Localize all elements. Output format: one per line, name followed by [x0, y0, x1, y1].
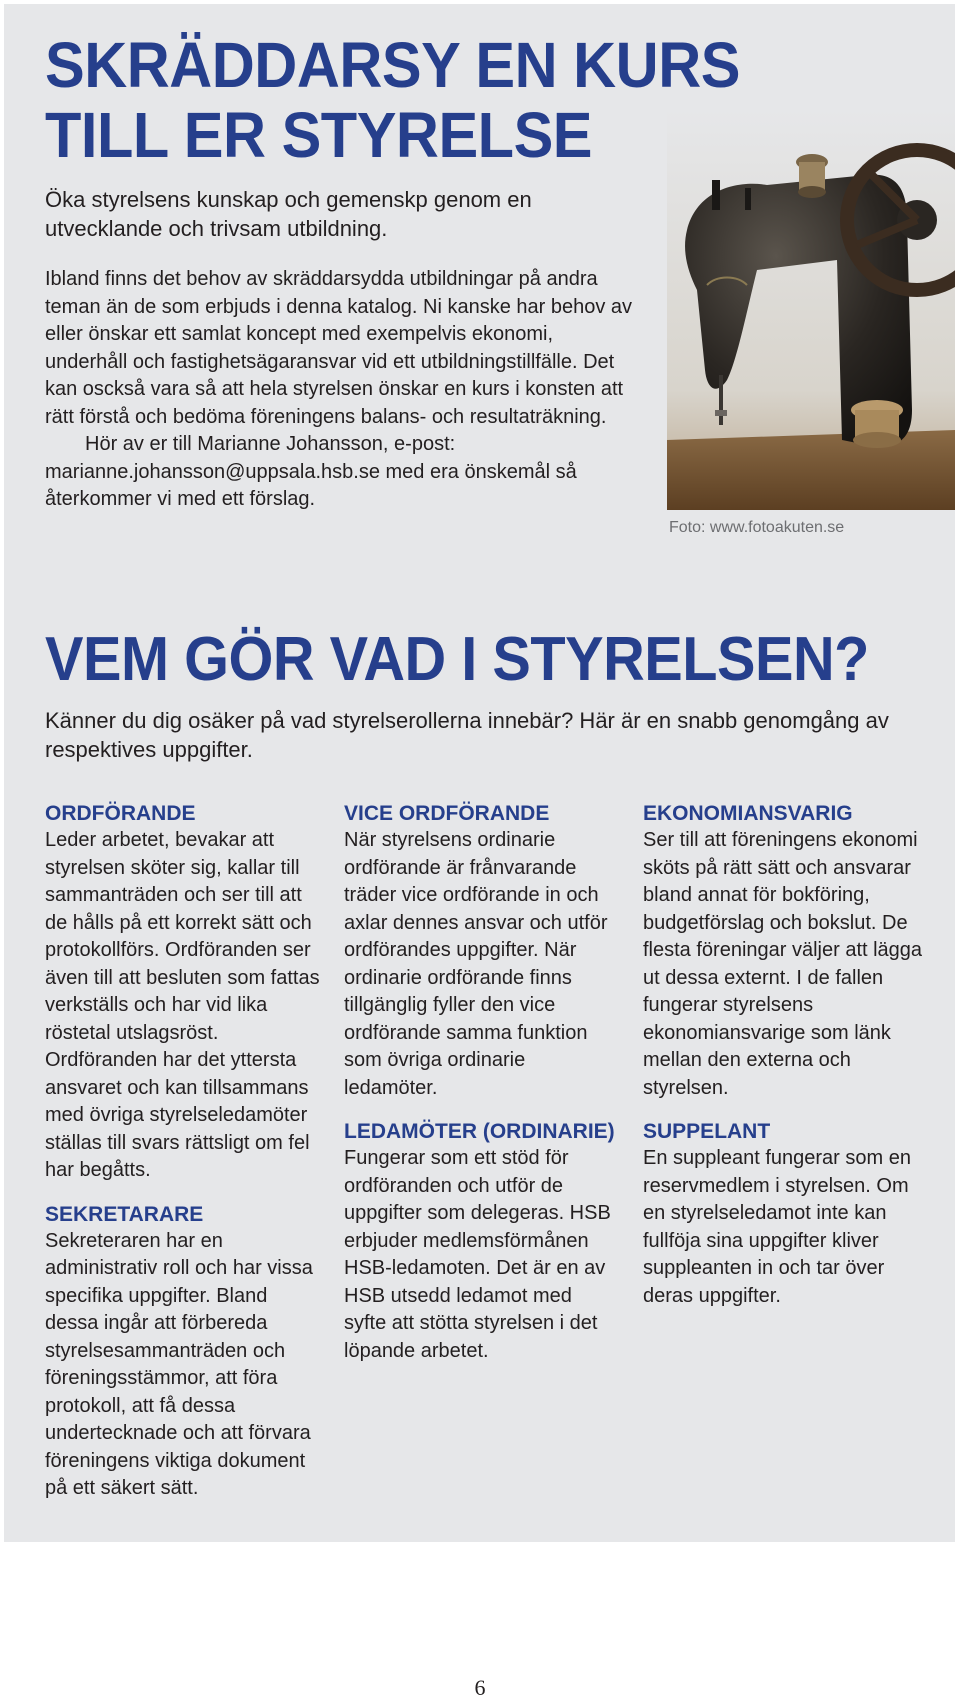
role-heading: SUPPELANT [643, 1120, 771, 1143]
section-title-board-roles: VEM GÖR VAD I STYRELSEN? [45, 625, 869, 694]
roles-column-3 [643, 800, 928, 1326]
role-description: Ser till att föreningens ekonomi sköts på rätt sätt och ansvarar bland annat för bokföring, budgetförslag och bokslut. De flesta föreningar väljer att lägga ut dessa externt. I de fallen fungerar styrelsens ekonomiansvarige som länk mellan den externa och styrelsen. [643, 829, 923, 1099]
role-heading: SEKRETARARE [45, 1202, 204, 1226]
role-heading: EKONOMIANSVARIG [643, 802, 853, 825]
role-description: Fungerar som ett stöd för ordföranden och utför de uppgifter som delegeras. HSB erbjuder medlemsförmånen HSB-ledamoten. Det är en av HSB utsedd ledamot med syfte att stötta styrelsen i det löpande arbetet. [344, 1147, 611, 1362]
role-description: Leder arbetet, bevakar att styrelsen sköter sig, kallar till sammanträden och ser till att de hålls på ett korrekt sätt och protokollförs. Ordföranden ser även till att besluten som fattas verkställs och har vid lika röstetal utslagsröst. Ordföranden har det yttersta ansvaret och kan tillsammans med övriga styrelseledamöter ställas till svars rättsligt om fel har begåtts. [45, 829, 320, 1181]
role-ekonomiansvarig [643, 800, 928, 1102]
custom-course-body [45, 266, 635, 514]
role-sekreterare [45, 1201, 320, 1503]
role-heading: LEDAMÖTER (ORDINARIE) [344, 1120, 615, 1143]
role-suppleant [643, 1118, 928, 1310]
role-ledamoter [344, 1118, 619, 1365]
role-description: En suppleant fungerar som en reservmedlem i styrelsen. Om en styrelseledamot inte kan fullföja sina uppgifter kliver suppleanten in och tar över deras uppgifter. [643, 1147, 911, 1307]
roles-column-2 [344, 800, 619, 1381]
section-title-custom-course: SKRÄDDARSY EN KURS TILL ER STYRELSE [45, 29, 740, 171]
role-description: När styrelsens ordinarie ordförande är frånvarande träder vice ordförande in och axlar dennes ansvar och utför ordförandes uppgifter. När ordinarie ordförande finns tillgänglig fyller den vice ordförande samma funktion som övriga ordinarie ledamöter. [344, 829, 608, 1099]
section-intro-custom-course: Öka styrelsens kunskap och gemenskp genom en utvecklande och trivsam utbildning. [45, 187, 532, 241]
role-description: Sekreteraren har en administrativ roll och har vissa specifika uppgifter. Bland dessa ingår att förbereda styrelsesammanträden och föreningsstämmor, att föra protokoll, att få dessa undertecknade och att förvara föreningens viktiga dokument på ett säkert sätt. [45, 1229, 313, 1499]
section-intro-board-roles: Känner du dig osäker på vad styrelserollerna innebär? Här är en snabb genomgång av respektives uppgifter. [45, 708, 889, 762]
role-vice-ordforande [344, 800, 619, 1102]
roles-column-1 [45, 800, 320, 1519]
role-heading: ORDFÖRANDE [45, 802, 196, 825]
sewing-machine-photo [667, 110, 955, 510]
photo-caption: Foto: www.fotoakuten.se [669, 519, 845, 536]
role-ordforande [45, 800, 320, 1185]
contact-paragraph: Hör av er till Marianne Johansson, e-post: marianne.johansson@uppsala.hsb.se med era önskemål så återkommer vi med ett förslag. [45, 433, 577, 510]
page-number: 6 [474, 1675, 486, 1700]
role-heading: VICE ORDFÖRANDE [344, 802, 550, 825]
body-paragraph: Ibland finns det behov av skräddarsydda utbildningar på andra teman än de som erbjuds i denna katalog. Ni kanske har behov av eller önskar ett samlat koncept med exempelvis ekonomi, underhåll och fastighetsägaransvar vid ett utbildningstillfälle. Det kan osckså vara så att hela styrelsen önskar en kurs i konsten att rätt förstå och bedöma föreningens balans- och resultaträkning. [45, 268, 633, 428]
